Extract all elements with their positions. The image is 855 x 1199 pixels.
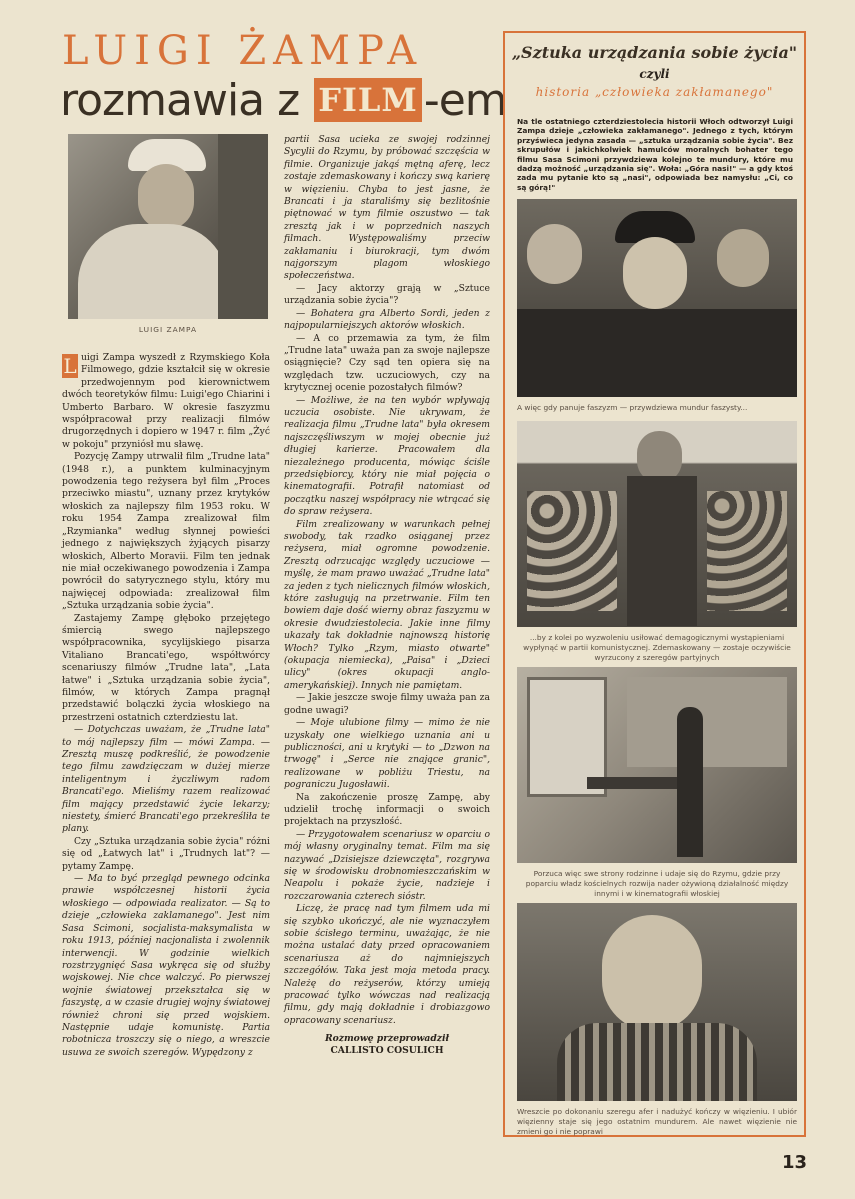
paragraph: — Moje ulubione filmy — mimo że nie uzyskały one wielkiego uznania ani u publiczności, ani u krytyki — to „Dzwon na trwogę" i „Serce nie znające granic", realizowane w pobliżu Triestu, na pograniczu Jugosławii. [284, 717, 490, 791]
article-subtitle [60, 75, 507, 126]
text-column-1 [62, 352, 270, 1059]
paragraph: L uigi Zampa wyszedł z Rzymskiego Koła Filmowego, gdzie kształcił się w okresie przedwojennym pod kierownictwem dwóch teoretyków filmu: Luigi'ego Chiarini i Umberto Barbaro. W okresie faszyzmu współpracował przy realizacji filmów drugorzędnych i dopiero w 1947 r. film „Żyć w pokoju" przyniósł mu sławę. [62, 352, 270, 450]
paragraph: — Jacy aktorzy grają w „Sztuce urządzania sobie życia"? [284, 282, 490, 307]
sidebar-subtitle: historia „człowieka zakłamanego" [535, 85, 774, 99]
paragraph: — Ma to być przegląd pewnego odcinka prawie współczesnej historii życia włoskiego — odpowiada realizator. — Są to dzieje „człowieka zaklamanego". Jest nim Sasa Scimoni, socjalista-maksymalista w roku 1913, później nacjonalista i zwolennik interwencji. W godzinie wielkich rozstrzygnięć Sasa wykręca się od służby wojskowej. Nie chce walczyć. Po pierwszej wojnie światowej przekształca się w faszystę, a w czasie drugiej wojny światowej również chroni się przed wojskiem. Następnie udaje komunistę. Partia robotnicza troszczy się o niego, a wreszcie usuwa ze swoich szeregów. Wypędzony z [62, 873, 270, 1058]
paragraph: Film zrealizowany w warunkach pełnej swobody, tak rzadko osiąganej przez reżysera, miał ogromne powodzenie. Zresztą odrzucając względy uczuciowe — myślę, że mam prawo uważać „Trudne lata" za jeden z tych nielicznych filmów włoskich, które zasługują na przetrwanie. Film ten bowiem daje dość wierny obraz faszyzmu w okresie dwudziestolecia. Jakie inne filmy ukazały tak dokładnie najnowszą historię Włoch? Tylko „Rzym, miasto otwarte" (okupacja niemiecka), „Paisa" i „Dzieci ulicy" (okres okupacji anglo-amerykańskiej). Innych nie pamiętam. [284, 518, 490, 691]
still-photo-interior [517, 667, 797, 863]
credit-name: CALLISTO COSULICH [330, 1045, 444, 1057]
interviewer-credit [284, 1033, 490, 1057]
portrait-photo [68, 134, 268, 319]
still-caption-1: A więc gdy panuje faszyzm — przywdziewa mundur faszysty... [517, 403, 748, 412]
sidebar-intro: Na tle ostatniego czterdziestolecia historii Włoch odtworzył Luigi Zampa dzieje „człowieka zakłamanego". Jednego z tych, którym przyświeca jedyna zasada — „sztuka urządzania sobie życia". Bez skrupułów i jakichkolwiek hamulców moralnych bohater tego filmu Sasa Scimoni przywdziewa kolejno te mundury, które mu dadzą możność „urządzania się". Woła: „Góra nasi!" — a gdy ktoś zada mu pytanie kto są „nasi", odpowiada bez namysłu: „Ci, co są górą!" [517, 117, 793, 192]
paragraph: — A co przemawia za tym, że film „Trudne lata" uważa pan za swoje najlepsze osiągnięcie? Czy sąd ten opiera się na względach tzw. uczuciowych, czy na krytycznej ocenie pozostałych filmów? [284, 332, 490, 394]
sidebar-title: „Sztuka urządzania sobie życia" [511, 43, 798, 62]
portrait-caption: LUIGI ZAMPA [138, 325, 198, 334]
still-caption-2: ...by z kolei po wyzwoleniu usiłować demagogicznymi wystąpieniami wypłynąć w partii komunistycznej. Zdemaskowany — zostaje oczywiście wyrzucony z szeregów partyjnych [523, 633, 791, 662]
paragraph: — Przygotowałem scenariusz w oparciu o mój własny oryginalny temat. Film ma się nazywać „Dzisiejsze dziewczęta", rozgrywa się w środowisku drobnomieszczańskim w Neapolu i pokaże życie, nadzieje i rozczarowania czterech sióstr. [284, 828, 490, 902]
paragraph: — Jakie jeszcze swoje filmy uważa pan za godne uwagi? [284, 692, 490, 716]
sidebar-czyli: czyli [639, 67, 670, 81]
paragraph: Liczę, że pracę nad tym filmem uda mi się szybko ukończyć, ale nie wyznaczyłem sobie ścisłego terminu, uważając, że nie można ustalać daty przed opracowaniem scenariusza aż do najmniejszych szczegółów. Taka jest moja metoda pracy. Należę do reżyserów, którzy umieją pracować tylko wówczas nad realizacją filmu, gdy mają dokładnie i drobiazgowo opracowany scenariusz. [284, 903, 490, 1026]
credit-label: Rozmowę przeprowadził [324, 1033, 450, 1045]
subtitle-post: -em [423, 75, 507, 126]
still-photo-soldiers [517, 199, 797, 397]
text-column-2 [284, 134, 490, 1057]
article-title: LUIGI ŻAMPA [62, 28, 424, 74]
paragraph: partii Sasa ucieka ze swojej rodzinnej Sycylii do Rzymu, by próbować szczęścia w filmie. Organizuje jakąś mętną aferę, lecz zostaje zdemaskowany i kończy swą karierę w więzieniu. Chyba to jest jasne, że Brancati i ja staraliśmy się bezlitośnie piętnować w tym filmie oszustwo — tak zresztą jak i w poprzednich naszych filmach. Występowaliśmy przeciw zakłamaniu i biurokracji, tym dwóm najgorszym plagom włoskiego społeczeństwa. [284, 134, 490, 282]
paragraph: Zastajemy Zampę głęboko przejętego śmiercią swego najlepszego współpracownika, sycylijskiego pisarza Vitaliano Brancati'ego, współtwórcy scenariuszy filmów „Trudne lata", „Lata łatwe" i „Sztuka urządzania sobie życia", filmów, w których Zampa pragnął przedstawić bolączki życia włoskiego na przestrzeni ostatnich czterdziestu lat. [62, 612, 270, 723]
drop-cap: L [63, 354, 77, 378]
paragraph: Czy „Sztuka urządzania sobie życia" różni się od „Łatwych lat" i „Trudnych lat"? — pytamy Zampę. [62, 835, 270, 872]
subtitle-pre: rozmawia z [60, 75, 313, 126]
still-photo-crowd [517, 421, 797, 627]
still-caption-3: Porzuca więc swe strony rodzinne i udaje się do Rzymu, gdzie przy poparciu władz kościelnych rozwija nader ożywioną działalność między innymi i w kinematografii włoskiej [525, 869, 789, 898]
still-photo-prisoner [517, 903, 797, 1101]
film-logo-box: FILM [314, 78, 422, 122]
still-caption-4: Wreszcie po dokonaniu szeregu afer i nadużyć kończy w więzieniu. I ubiór więzienny staje się jego ostatnim mundurem. Ale nawet więzienie nie zmieni go i nie poprawi [517, 1107, 797, 1136]
film-sidebar-box [503, 31, 806, 1137]
paragraph: — Bohatera gra Alberto Sordi, jeden z najpopularniejszych aktorów włoskich. [284, 307, 490, 332]
paragraph: Na zakończenie proszę Zampę, aby udzielił trochę informacji o swoich projektach na przyszłość. [284, 791, 490, 828]
paragraph: — Dotychczas uważam, że „Trudne lata" to mój najlepszy film — mówi Zampa. — Zresztą muszę podkreślić, że powodzenie tego filmu zawdzięczam w dużej mierze inteligentnym i życzliwym radom Brancati'ego. Mieliśmy razem realizować film mający przedstawić życie lekarzy; niestety, śmierć Brancati'ego przekreśliła te plany. [62, 724, 270, 835]
paragraph: Pozycję Zampy utrwalił film „Trudne lata" (1948 r.), a punktem kulminacyjnym powodzenia tego reżysera był film „Proces przeciwko miastu", uznany przez krytyków włoskich za najlepszy film 1953 roku. W roku 1954 Zampa zrealizował film „Rzymianka" według słynnej powieści jednego z największych żyjących pisarzy włoskich, Alberto Moravii. Film ten jednak nie miał oczekiwanego powodzenia i Zampa powrócił do satyrycznego stylu, który mu najwięcej odpowiada: zrealizował film „Sztuka urządzania sobie życia". [62, 451, 270, 612]
paragraph: — Możliwe, że na ten wybór wpływają uczucia osobiste. Nie ukrywam, że realizacja filmu „Trudne lata" była okresem najszczęśliwszym w mojej obecnie już długiej karierze. Pracowałem dla niezależnego producenta, mówiąc ściśle przedsiębiorcy, który nie miał pojęcia o kinematografii. Potrafił natomiast od początku naszej współpracy nie wtrącać się do spraw reżysera. [284, 394, 490, 518]
page-number: 13 [782, 1152, 808, 1173]
